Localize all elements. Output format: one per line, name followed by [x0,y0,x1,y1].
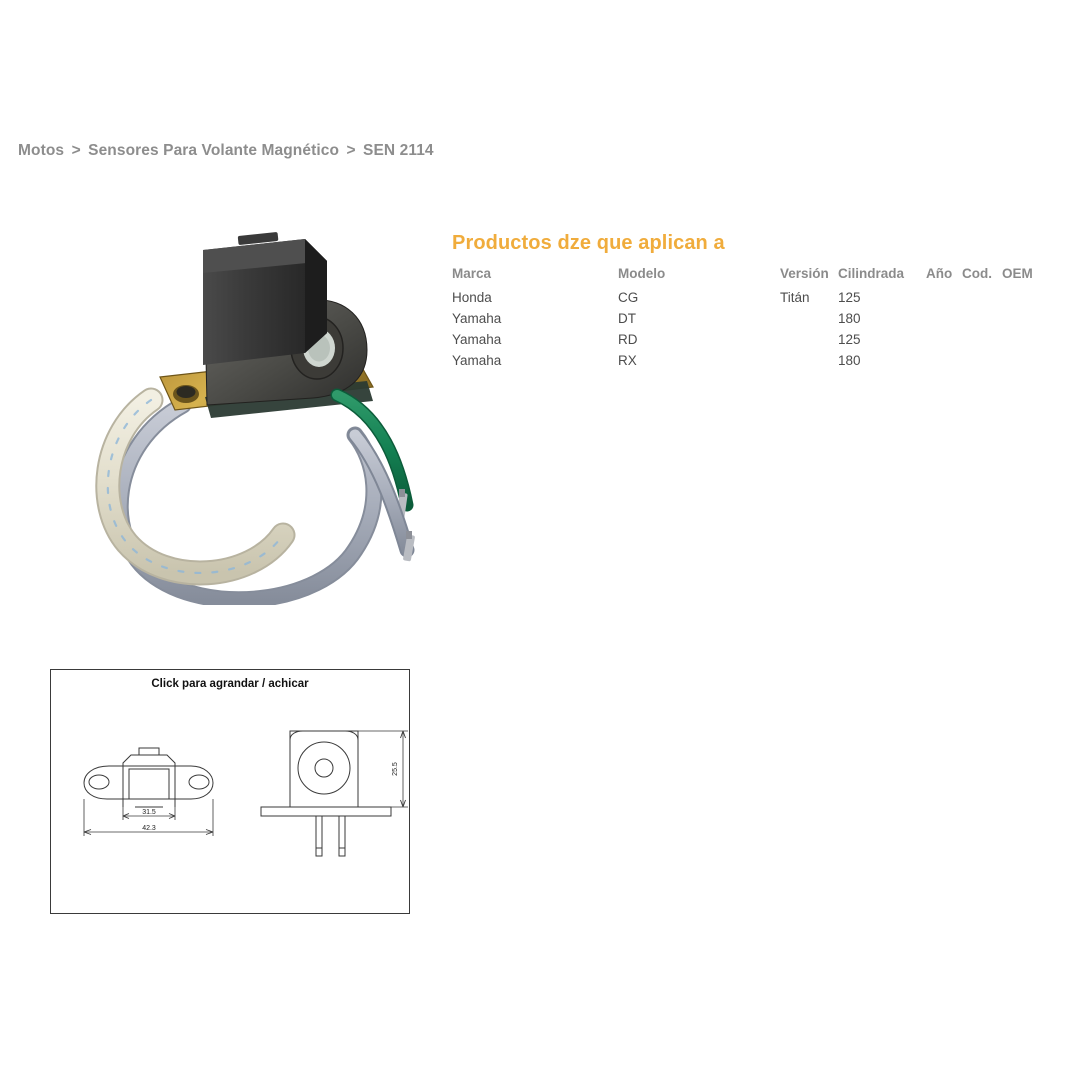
cell-anio [926,287,962,308]
breadcrumb-separator: > [71,142,81,159]
cell-version [780,308,838,329]
column-header-version: Versión [780,266,829,281]
cell-version [780,350,838,371]
table-row [452,308,1038,329]
applications-panel [452,232,1052,371]
table-header-row [452,266,1038,287]
cell-modelo: RD [618,332,638,347]
applications-title: Productos dze que aplican a [452,232,725,254]
cell-oem [1002,287,1038,308]
cell-marca: Honda [452,290,492,305]
cell-version: Titán [780,290,810,305]
cell-cilindrada: 180 [838,353,861,368]
cell-oem [1002,308,1038,329]
column-header-modelo: Modelo [618,266,666,281]
column-header-oem: OEM [1002,266,1033,281]
column-header-cilindrada: Cilindrada [838,266,905,281]
cell-oem [1002,350,1038,371]
column-header-anio: Año [926,266,953,281]
product-photo-svg [55,205,425,605]
breadcrumb-separator: > [346,142,356,159]
breadcrumb [18,142,434,160]
cell-cod [962,329,1002,350]
cell-anio [926,329,962,350]
dimension-outer-width: 42.3 [142,825,156,832]
table-row [452,350,1038,371]
cell-modelo: DT [618,311,636,326]
column-header-marca: Marca [452,266,492,281]
cell-version [780,329,838,350]
table-row [452,287,1038,308]
cell-anio [926,350,962,371]
cell-oem [1002,329,1038,350]
technical-drawing-svg [51,670,409,913]
dimension-height: 25.5 [392,762,399,776]
cell-cilindrada: 125 [838,290,861,305]
cell-cod [962,287,1002,308]
table-row [452,329,1038,350]
drawing-caption: Click para agrandar / achicar [151,678,309,690]
cell-cilindrada: 180 [838,311,861,326]
column-header-cod: Cod. [962,266,992,281]
cell-cod [962,308,1002,329]
cell-marca: Yamaha [452,353,502,368]
cell-marca: Yamaha [452,332,502,347]
dimension-inner-width: 31.5 [142,809,156,816]
cell-marca: Yamaha [452,311,502,326]
cell-cilindrada: 125 [838,332,861,347]
cell-modelo: CG [618,290,639,305]
breadcrumb-item-motos[interactable]: Motos [18,142,65,159]
breadcrumb-item-sen-2114[interactable]: SEN 2114 [363,142,434,159]
breadcrumb-item-sensores[interactable]: Sensores Para Volante Magnético [88,142,340,159]
applications-table [452,266,1038,371]
cell-anio [926,308,962,329]
technical-drawing-box[interactable] [50,669,410,914]
cell-modelo: RX [618,353,637,368]
cell-cod [962,350,1002,371]
product-image[interactable] [55,205,425,605]
